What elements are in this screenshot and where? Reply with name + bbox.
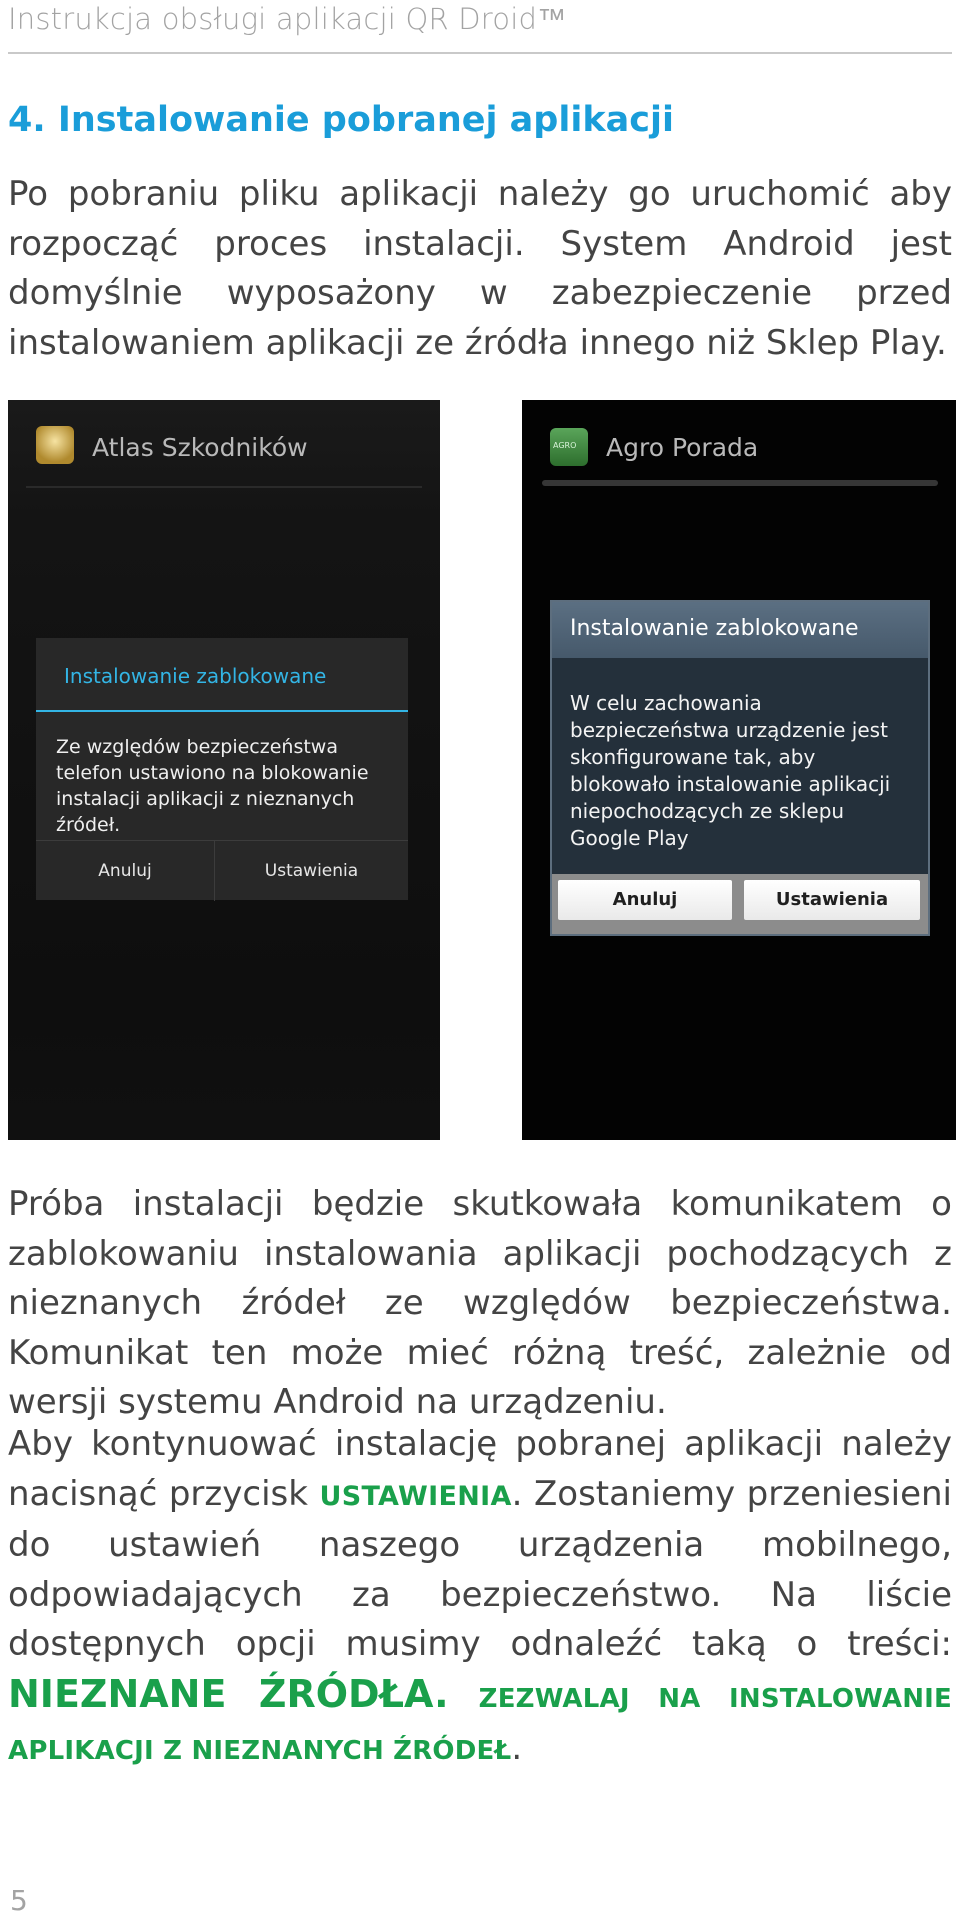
app-icon-label: AGRO xyxy=(553,441,577,450)
paragraph-intro: Po pobraniu pliku aplikacji należy go uruchomić aby rozpocząć proces instalacji. System Android jest domyślnie wyposażony w zabezpieczenie przed instalowaniem aplikacji ze źródła innego niż Sklep Play. xyxy=(8,174,952,363)
page-number: 5 xyxy=(10,1884,28,1917)
settings-button[interactable]: Ustawienia xyxy=(744,880,920,920)
install-blocked-dialog xyxy=(550,600,930,936)
divider xyxy=(26,486,422,488)
paragraph-settings-instructions xyxy=(8,1420,952,1777)
cancel-button[interactable]: Anuluj xyxy=(558,880,732,920)
document-title: Instrukcja obsługi aplikacji QR Droid™ xyxy=(8,2,567,36)
text-span: . xyxy=(511,1728,523,1768)
dialog-buttons xyxy=(552,874,928,934)
app-title-bar xyxy=(8,400,440,490)
paragraph-blocked-message: Próba instalacji będzie skutkowała komunikatem o zablokowaniu instalowania aplikacji pochodzących z nieznanych źródeł ze względów bezpieczeństwa. Komunikat ten może mieć różną treść, zależnie od wersji systemu Android na urządzeniu. xyxy=(8,1184,952,1422)
install-blocked-dialog xyxy=(36,638,408,900)
app-name: Agro Porada xyxy=(606,433,759,462)
keyword-nieznane-zrodla: NIEZNANE ŹRÓDŁA. xyxy=(8,1671,449,1716)
text-span: Aby kontynuować instalację pobranej aplikacji należy nacisnąć przycisk xyxy=(8,1424,952,1514)
text-span: . Zostaniemy przeniesieni do ustawień naszego urządzenia mobilnego, odpowiadających za bezpieczeństwo. Na liście dostępnych opcji musimy odnaleźć taką o treści: xyxy=(8,1473,952,1664)
dialog-title: Instalowanie zablokowane xyxy=(64,664,327,688)
dialog-buttons xyxy=(36,840,408,901)
dialog-message: W celu zachowania bezpieczeństwa urządzenie jest skonfigurowane tak, aby blokowało instalowanie aplikacji niepochodzących ze sklepu Google Play xyxy=(570,691,891,850)
dialog-message: Ze względów bezpieczeństwa telefon ustawiono na blokowanie instalacji aplikacji z nieznanych źródeł. xyxy=(56,736,369,836)
dialog-title-divider xyxy=(36,710,408,712)
keyword-zezwalaj: ZEZWALAJ NA INSTALOWANIE APLIKACJI Z NIEZNANYCH ŹRÓDEŁ xyxy=(8,1683,953,1766)
cancel-button[interactable]: Anuluj xyxy=(36,841,215,901)
page-header xyxy=(8,2,952,54)
app-icon xyxy=(36,426,74,464)
dialog-header xyxy=(552,602,928,658)
app-icon xyxy=(550,428,588,466)
screenshot-agro-porada xyxy=(522,400,956,1140)
section-heading: 4. Instalowanie pobranej aplikacji xyxy=(8,100,674,140)
app-title-bar xyxy=(522,400,956,490)
keyword-ustawienia: USTAWIENIA xyxy=(319,1480,512,1512)
screenshot-atlas-szkodnikow xyxy=(8,400,440,1140)
app-name: Atlas Szkodników xyxy=(92,433,308,462)
settings-button[interactable]: Ustawienia xyxy=(264,861,359,881)
progress-bar xyxy=(542,480,938,486)
dialog-title: Instalowanie zablokowane xyxy=(570,616,859,641)
